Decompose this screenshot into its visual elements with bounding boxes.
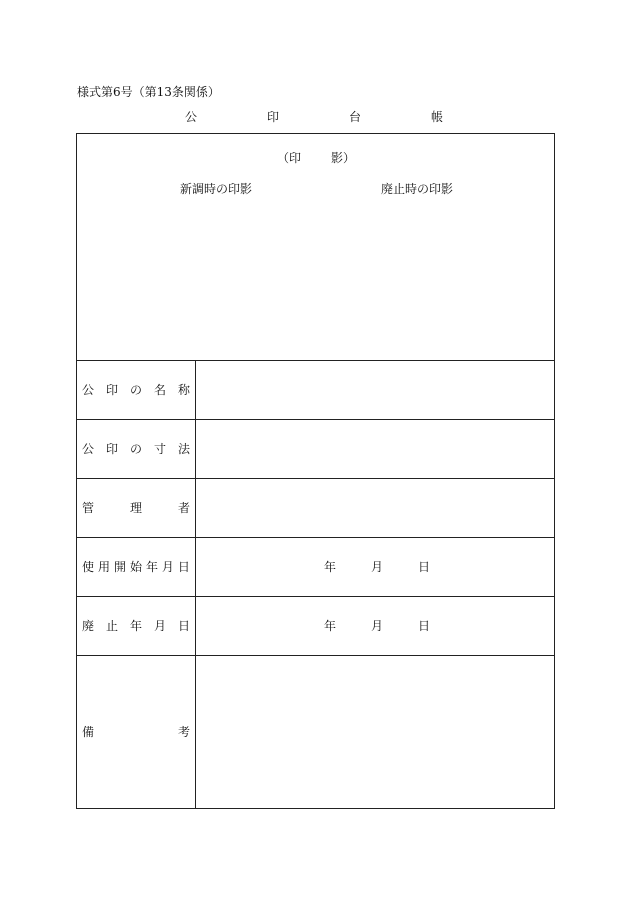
label-char: 者 (177, 501, 190, 515)
row-end-date (77, 597, 554, 656)
label-char: 管 (82, 501, 95, 515)
row-label (82, 597, 190, 655)
start-date-field[interactable] (195, 538, 554, 596)
row-label (82, 361, 190, 419)
new-impression-label: 新調時の印影 (180, 182, 253, 196)
seal-name-field[interactable] (195, 361, 554, 419)
row-manager (77, 479, 554, 538)
day-unit: 日 (417, 560, 430, 574)
label-char: 称 (177, 383, 190, 397)
label-char: 年 (129, 619, 142, 633)
year-unit: 年 (324, 619, 337, 633)
month-unit: 月 (370, 619, 383, 633)
label-char: 法 (177, 442, 190, 456)
day-unit: 日 (417, 619, 430, 633)
label-char: 年 (145, 560, 158, 574)
label-char: 公 (82, 383, 95, 397)
label-char: 用 (97, 560, 110, 574)
label-char: 印 (105, 442, 118, 456)
row-label (82, 420, 190, 478)
label-char: の (129, 383, 142, 397)
label-char: 名 (153, 383, 166, 397)
date-placeholder (324, 597, 430, 655)
title-char: 印 (266, 110, 279, 124)
year-unit: 年 (324, 560, 337, 574)
label-char: 始 (129, 560, 142, 574)
title-char: 公 (185, 110, 198, 124)
label-char: 月 (161, 560, 174, 574)
title-char: 帳 (430, 110, 443, 124)
date-placeholder (324, 538, 430, 596)
label-char: 開 (113, 560, 126, 574)
label-char: 月 (153, 619, 166, 633)
label-char: 止 (105, 619, 118, 633)
seal-register-table (76, 133, 555, 809)
label-char: 備 (82, 725, 95, 739)
label-char: 公 (82, 442, 95, 456)
label-char: 使 (82, 560, 95, 574)
impression-heading (277, 150, 355, 166)
impression-heading-open: （印 (277, 151, 302, 165)
page-title (185, 109, 443, 125)
end-date-field[interactable] (195, 597, 554, 655)
label-char: 考 (177, 725, 190, 739)
form-number: 様式第6号（第13条関係） (77, 85, 220, 99)
label-char: 日 (177, 619, 190, 633)
abolished-impression-label: 廃止時の印影 (381, 182, 454, 196)
month-unit: 月 (370, 560, 383, 574)
row-label (82, 538, 190, 596)
label-char: 日 (177, 560, 190, 574)
row-remarks (77, 656, 554, 808)
row-start-date (77, 538, 554, 597)
label-char: 寸 (153, 442, 166, 456)
title-char: 台 (348, 110, 361, 124)
row-seal-name (77, 361, 554, 420)
remarks-field[interactable] (195, 656, 554, 808)
label-char: 廃 (82, 619, 95, 633)
label-char: の (129, 442, 142, 456)
impression-heading-close: 影） (330, 151, 355, 165)
row-label (82, 479, 190, 537)
row-label (82, 656, 190, 808)
row-seal-size (77, 420, 554, 479)
seal-impression-area (77, 134, 554, 361)
label-char: 理 (129, 501, 142, 515)
label-char: 印 (105, 383, 118, 397)
manager-field[interactable] (195, 479, 554, 537)
seal-size-field[interactable] (195, 420, 554, 478)
